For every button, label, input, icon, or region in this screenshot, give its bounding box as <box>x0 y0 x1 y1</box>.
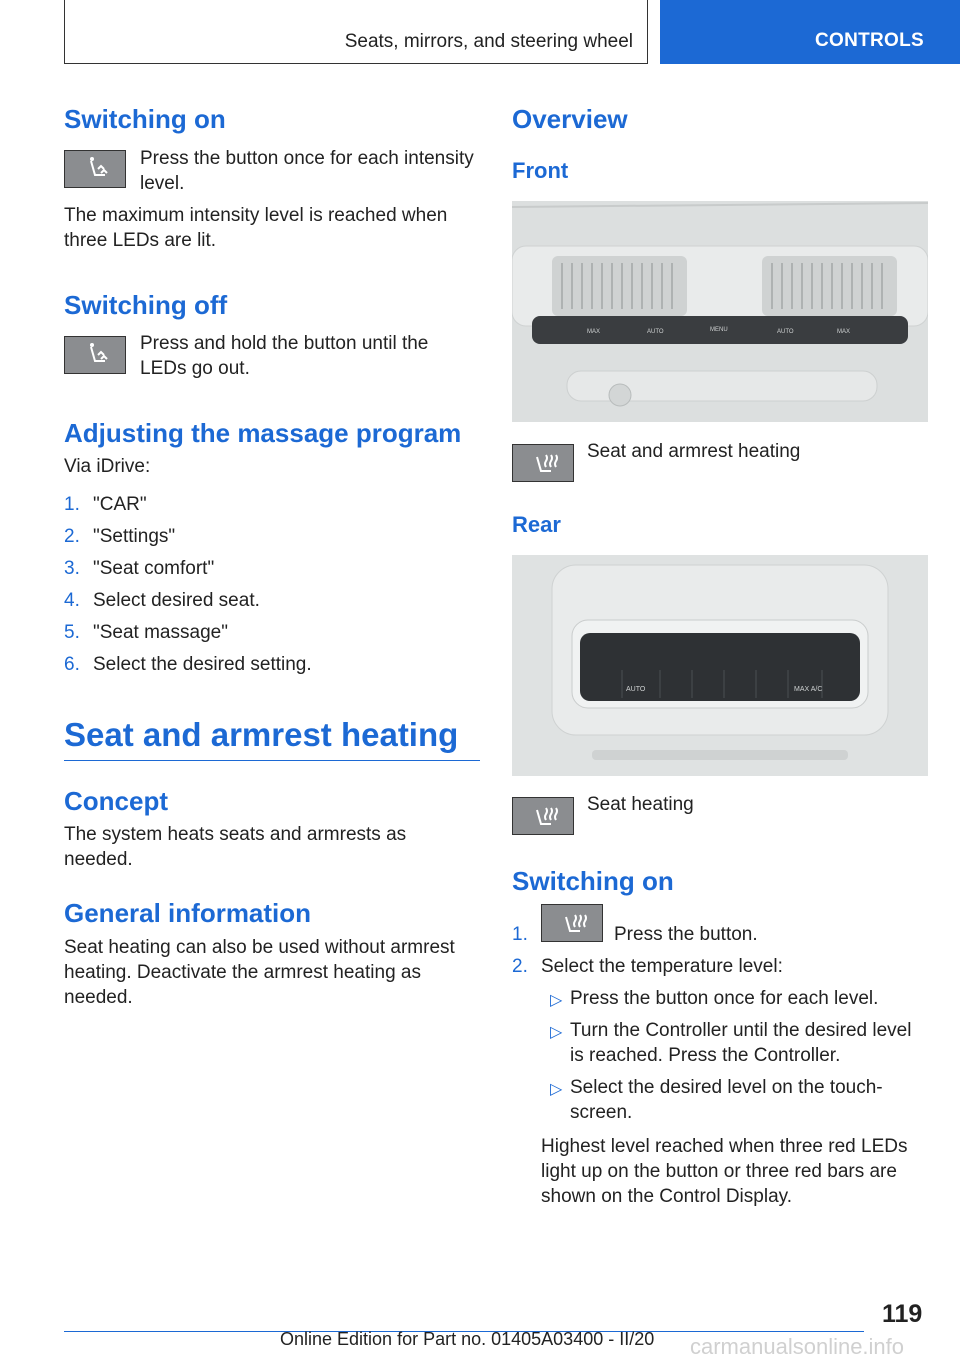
step-number: 6. <box>64 654 80 675</box>
rear-panel-label: MAX A/C <box>794 686 823 693</box>
step-number: 2. <box>512 956 528 977</box>
switch-on-heading: Switching on <box>64 104 226 134</box>
general-text: Seat heating can also be used without armrest heating. Deactivate the armrest heating as needed. <box>64 937 455 1008</box>
step-number: 4. <box>64 590 80 611</box>
front-button-caption: Seat and armrest heating <box>587 441 801 462</box>
bullet-text: Press the button once for each level. <box>570 988 879 1009</box>
bullet-text: Turn the Controller until the desired level is reached. Press the Controller. <box>570 1020 912 1066</box>
step-number: 3. <box>64 558 80 579</box>
massage-via: Via iDrive: <box>64 456 151 477</box>
watermark: carmanualsonline.info <box>690 1334 905 1359</box>
front-panel-label: MENU <box>710 327 728 333</box>
rear-panel-label: AUTO <box>626 686 646 693</box>
seat-heating-button-icon <box>512 797 574 835</box>
step-text: Select the desired setting. <box>93 654 312 675</box>
heading-rule <box>64 760 480 761</box>
front-panel-label: MAX <box>837 329 851 335</box>
concept-heading: Concept <box>64 786 168 816</box>
general-heading: General information <box>64 898 312 928</box>
bullet-triangle-icon: ▷ <box>550 1081 563 1098</box>
page-number: 119 <box>882 1300 923 1328</box>
seat-massage-button-icon <box>64 150 126 188</box>
front-panel-label: AUTO <box>777 329 794 335</box>
front-panel-label: MAX <box>587 329 601 335</box>
step-number: 1. <box>512 924 528 945</box>
step-text: "Seat comfort" <box>93 558 215 579</box>
header-tab <box>660 0 960 64</box>
step-number: 5. <box>64 622 80 643</box>
front-console-photo <box>512 201 928 422</box>
seat-massage-button-icon <box>64 336 126 374</box>
switch-on-note: The maximum intensity level is reached when three LEDs are lit. <box>64 205 448 251</box>
step-text: "CAR" <box>93 494 147 515</box>
rear-console-photo <box>512 555 928 776</box>
switch-off-text: Press and hold the button until the LEDs go out. <box>140 333 429 379</box>
closing-text: Highest level reached when three red LEDs light up on the button or three red bars are shown on the Control Display. <box>541 1136 908 1207</box>
switch-on-text: Press the button once for each intensity level. <box>140 148 474 194</box>
step-text: Select the temperature level: <box>541 956 783 977</box>
seat-heating-button-icon <box>512 444 574 482</box>
step-text: Select desired seat. <box>93 590 260 611</box>
main-heading: Seat and armrest heating <box>64 716 459 753</box>
header-section-box <box>64 0 648 64</box>
front-heading: Front <box>512 158 569 183</box>
right-switch-on-heading: Switching on <box>512 866 674 896</box>
header-tab-label: CONTROLS <box>815 30 925 51</box>
step-text: Press the button. <box>614 924 758 945</box>
front-panel-label: AUTO <box>647 329 664 335</box>
switch-off-heading: Switching off <box>64 290 228 320</box>
concept-text: The system heats seats and armrests as needed. <box>64 824 407 870</box>
step-number: 1. <box>64 494 80 515</box>
bullet-triangle-icon: ▷ <box>550 992 563 1009</box>
bullet-triangle-icon: ▷ <box>550 1024 563 1041</box>
footer-edition: Online Edition for Part no. 01405A03400 - II/20 <box>280 1329 655 1349</box>
step-text: "Settings" <box>93 526 176 547</box>
seat-heating-button-icon <box>541 904 603 942</box>
header-section-title: Seats, mirrors, and steering wheel <box>344 31 633 52</box>
overview-heading: Overview <box>512 104 628 134</box>
rear-button-caption: Seat heating <box>587 794 694 815</box>
step-text: "Seat massage" <box>93 622 228 643</box>
rear-heading: Rear <box>512 512 561 537</box>
step-number: 2. <box>64 526 80 547</box>
massage-heading: Adjusting the massage program <box>64 418 462 448</box>
bullet-text: Select the desired level on the touch-screen. <box>570 1077 883 1123</box>
